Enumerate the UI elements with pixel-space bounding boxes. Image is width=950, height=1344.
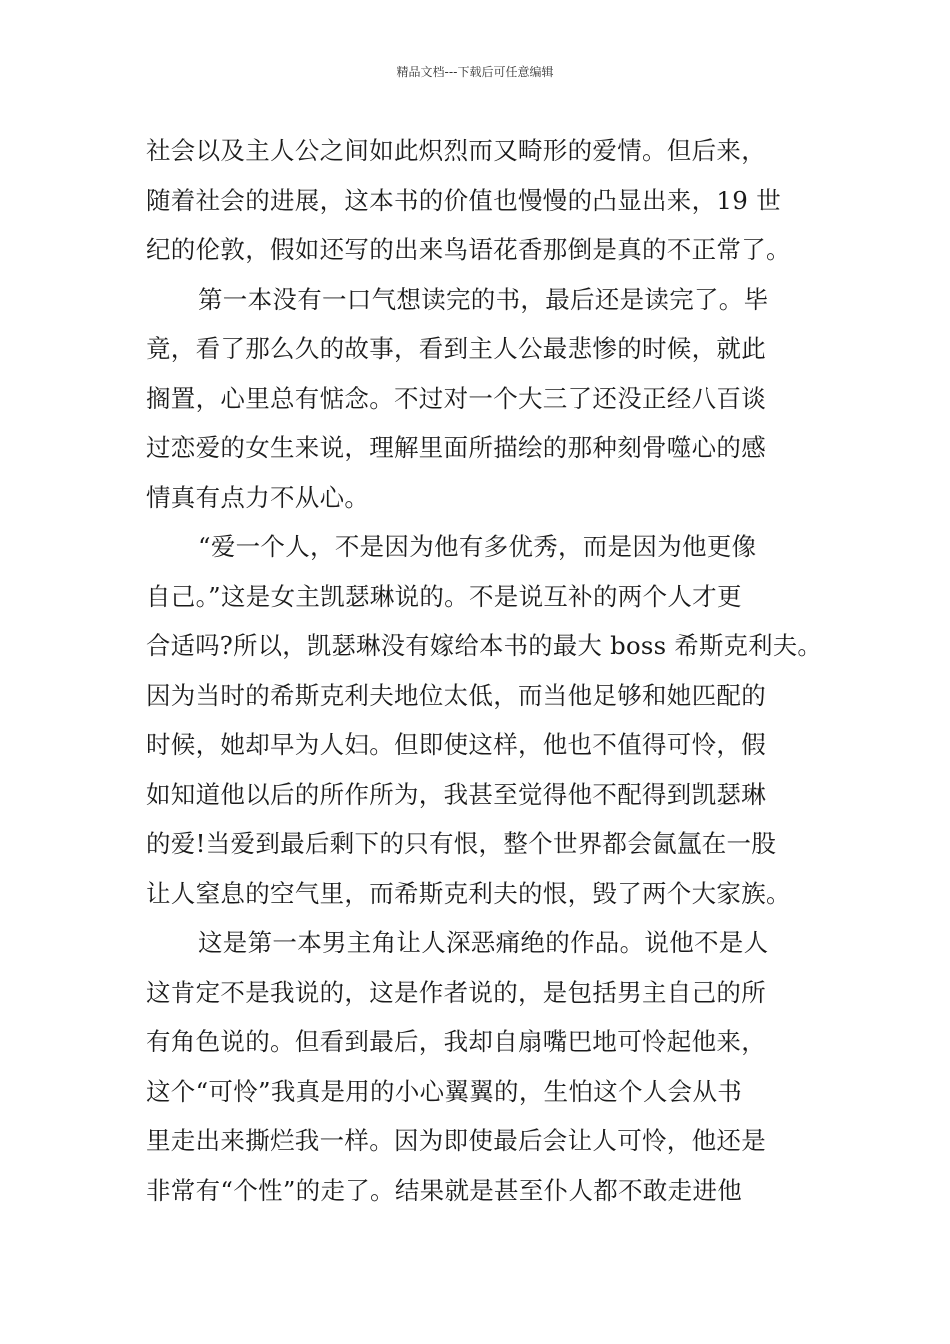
text-line: 的爱!当爱到最后剩下的只有恨，整个世界都会氤氲在一股 bbox=[146, 829, 777, 858]
text-line: 里走出来撕烂我一样。因为即使最后会让人可怜，他还是 bbox=[146, 1126, 766, 1155]
text-line: 因为当时的希斯克利夫地位太低，而当他足够和她匹配的 bbox=[146, 680, 766, 710]
text-line: 这是第一本男主角让人深恶痛绝的作品。说他不是人 bbox=[198, 928, 769, 957]
text-line: 有角色说的。但看到最后，我却自扇嘴巴地可怜起他来， bbox=[146, 1027, 766, 1056]
paragraph-2 bbox=[146, 275, 826, 523]
text-line: 随着社会的进展，这本书的价值也慢慢的凸显出来，19 世 bbox=[146, 185, 782, 215]
text-line: 竟，看了那么久的故事，看到主人公最悲惨的时候，就此 bbox=[146, 334, 766, 363]
text-line: 搁置，心里总有惦念。不过对一个大三了还没正经八百谈 bbox=[146, 383, 766, 413]
text-line: 非常有“个性”的走了。结果就是甚至仆人都不敢走进他 bbox=[146, 1175, 743, 1205]
text-line: 社会以及主人公之间如此炽烈而又畸形的爱情。但后来， bbox=[146, 136, 766, 165]
text-line: 如知道他以后的所作所为，我甚至觉得他不配得到凯瑟琳 bbox=[146, 779, 766, 809]
text-line: 情真有点力不从心。 bbox=[146, 482, 370, 512]
page-header: 精品文档---下载后可任意编辑 bbox=[396, 65, 554, 79]
text-line: 自己。”这是女主凯瑟琳说的。不是说互补的两个人才更 bbox=[146, 581, 742, 611]
text-line: 让人窒息的空气里，而希斯克利夫的恨，毁了两个大家族。 bbox=[146, 878, 791, 908]
text-line: 合适吗?所以，凯瑟琳没有嫁给本书的最大 boss 希斯克利夫。 bbox=[146, 631, 823, 660]
text-line: 这个“可怜”我真是用的小心翼翼的，生怕这个人会从书 bbox=[146, 1076, 743, 1106]
text-line: 纪的伦敦，假如还写的出来鸟语花香那倒是真的不正常了。 bbox=[146, 235, 791, 264]
paragraph-4 bbox=[146, 918, 826, 1215]
text-line: 时候，她却早为人妇。但即使这样，他也不值得可怜，假 bbox=[146, 730, 766, 759]
text-line: 过恋爱的女生来说，理解里面所描绘的那种刻骨噬心的感 bbox=[146, 433, 766, 462]
paragraph-1 bbox=[146, 126, 826, 275]
body-text bbox=[146, 126, 826, 1215]
text-line: 第一本没有一口气想读完的书，最后还是读完了。毕 bbox=[198, 284, 769, 314]
text-line: “爱一个人，不是因为他有多优秀，而是因为他更像 bbox=[198, 532, 757, 561]
text-line: 这肯定不是我说的，这是作者说的，是包括男主自己的所 bbox=[146, 977, 766, 1007]
paragraph-3 bbox=[146, 522, 826, 918]
